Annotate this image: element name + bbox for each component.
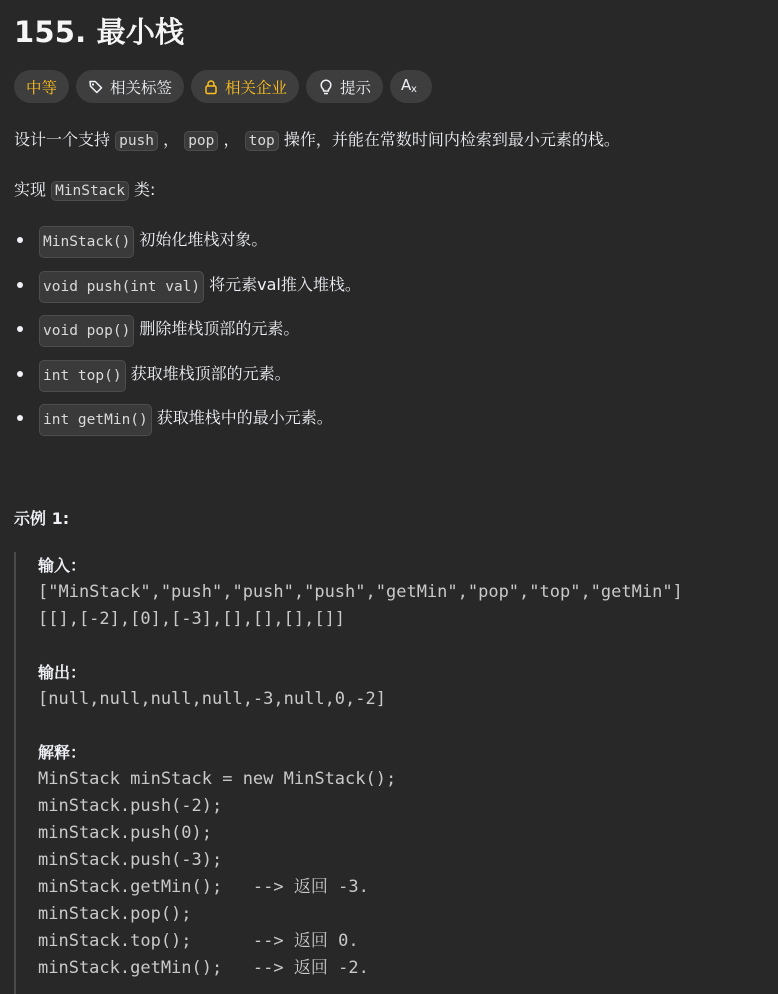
desc-text: 操作，并能在常数时间内检索到最小元素的栈。 — [278, 130, 620, 149]
implement-paragraph — [14, 176, 155, 205]
translate-icon — [401, 76, 421, 98]
output-label: 输出： — [38, 663, 87, 682]
impl-text: 实现 — [14, 180, 52, 199]
method-code: void pop() — [39, 315, 134, 347]
bullet-icon — [17, 326, 23, 332]
bullet-icon — [17, 282, 23, 288]
list-item — [14, 404, 361, 449]
translate-button[interactable] — [390, 70, 432, 103]
impl-text: 类: — [128, 180, 156, 199]
explanation-label: 解释： — [38, 743, 87, 762]
inline-code-pop: pop — [184, 131, 218, 151]
method-text: 获取堆栈顶部的元素。 — [130, 363, 291, 383]
bullet-icon — [17, 237, 23, 243]
companies-label: 相关企业 — [225, 78, 288, 97]
list-item — [14, 360, 361, 405]
problem-title: 155. 最小栈 — [14, 15, 185, 49]
svg-text:A: A — [401, 75, 412, 94]
list-item — [14, 226, 361, 271]
list-item — [14, 271, 361, 316]
desc-text: 设计一个支持 — [14, 130, 116, 149]
description-paragraph — [14, 126, 620, 155]
desc-sep: ， — [158, 130, 180, 149]
method-text: 获取堆栈中的最小元素。 — [156, 408, 333, 427]
method-text: 初始化堆栈对象。 — [139, 230, 268, 249]
inline-code-push: push — [115, 131, 158, 151]
method-text: 删除堆栈顶部的元素。 — [139, 319, 300, 338]
method-code: int getMin() — [39, 404, 152, 436]
lock-icon — [203, 79, 219, 95]
difficulty-badge[interactable]: 中等 — [14, 70, 69, 103]
bullet-icon — [17, 371, 23, 377]
output-line: [null,null,null,null,-3,null,0,-2] — [38, 689, 386, 709]
companies-button[interactable] — [191, 70, 299, 103]
method-code: int top() — [39, 360, 126, 392]
input-line: [[],[-2],[0],[-3],[],[],[],[]] — [38, 609, 346, 629]
method-list — [14, 226, 361, 449]
input-label: 输入： — [38, 556, 87, 575]
method-code: void push(int val) — [39, 271, 204, 303]
method-code: MinStack() — [39, 226, 134, 258]
desc-sep: ， — [218, 130, 240, 149]
related-topics-button[interactable] — [76, 70, 184, 103]
explanation-line: minStack.getMin(); --> 返回 -2. — [38, 958, 369, 978]
svg-text:x: x — [411, 83, 417, 94]
example-block — [14, 552, 764, 994]
input-line: ["MinStack","push","push","push","getMin","pop","top","getMin"] — [38, 582, 683, 602]
explanation-line: minStack.pop(); — [38, 904, 192, 924]
inline-code-top: top — [245, 131, 279, 151]
explanation-line: minStack.push(-2); — [38, 796, 223, 816]
lightbulb-icon — [318, 78, 334, 95]
explanation-line: minStack.push(0); — [38, 823, 212, 843]
tag-icon — [88, 79, 104, 95]
explanation-line: minStack.top(); --> 返回 0. — [38, 931, 359, 951]
hint-label: 提示 — [340, 78, 372, 97]
bullet-icon — [17, 415, 23, 421]
explanation-line: minStack.getMin(); --> 返回 -3. — [38, 877, 369, 897]
related-topics-label: 相关标签 — [110, 78, 173, 97]
list-item — [14, 315, 361, 360]
explanation-line: minStack.push(-3); — [38, 850, 223, 870]
tag-row — [14, 70, 432, 103]
method-text: 将元素val推入堆栈。 — [209, 274, 361, 294]
hint-button[interactable] — [306, 70, 383, 103]
inline-code-minstack: MinStack — [51, 181, 129, 201]
explanation-line: MinStack minStack = new MinStack(); — [38, 769, 397, 789]
example-title: 示例 1: — [14, 509, 70, 528]
